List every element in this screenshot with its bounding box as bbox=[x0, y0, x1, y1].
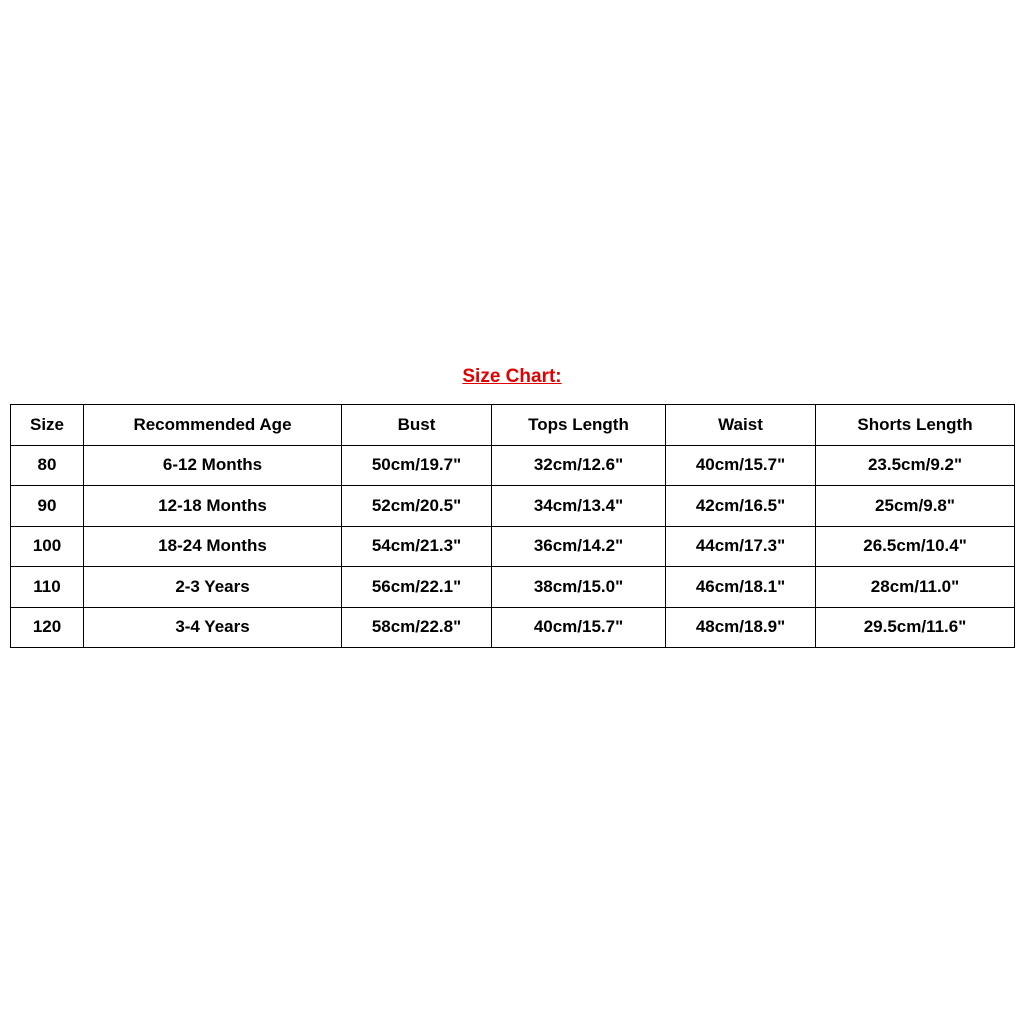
tops-length-cell: 32cm/12.6" bbox=[492, 445, 666, 486]
table-row bbox=[11, 526, 1015, 567]
tops-length-cell: 34cm/13.4" bbox=[492, 486, 666, 527]
shorts-length-cell: 29.5cm/11.6" bbox=[816, 607, 1015, 648]
age-cell: 18-24 Months bbox=[84, 526, 342, 567]
bust-cell: 56cm/22.1" bbox=[342, 567, 492, 608]
table-row bbox=[11, 445, 1015, 486]
page-title: Size Chart: bbox=[462, 366, 562, 387]
tops-length-cell: 38cm/15.0" bbox=[492, 567, 666, 608]
bust-cell: 54cm/21.3" bbox=[342, 526, 492, 567]
waist-cell: 48cm/18.9" bbox=[666, 607, 816, 648]
size-cell: 120 bbox=[11, 607, 84, 648]
age-cell: 3-4 Years bbox=[84, 607, 342, 648]
column-header-size: Size bbox=[11, 405, 84, 446]
table-row bbox=[11, 607, 1015, 648]
table-row bbox=[11, 486, 1015, 527]
waist-cell: 40cm/15.7" bbox=[666, 445, 816, 486]
size-cell: 90 bbox=[11, 486, 84, 527]
column-header-shorts-length: Shorts Length bbox=[816, 405, 1015, 446]
age-cell: 2-3 Years bbox=[84, 567, 342, 608]
size-cell: 110 bbox=[11, 567, 84, 608]
column-header-tops-length: Tops Length bbox=[492, 405, 666, 446]
bust-cell: 50cm/19.7" bbox=[342, 445, 492, 486]
shorts-length-cell: 25cm/9.8" bbox=[816, 486, 1015, 527]
size-table bbox=[10, 404, 1015, 648]
waist-cell: 46cm/18.1" bbox=[666, 567, 816, 608]
bust-cell: 52cm/20.5" bbox=[342, 486, 492, 527]
tops-length-cell: 40cm/15.7" bbox=[492, 607, 666, 648]
column-header-waist: Waist bbox=[666, 405, 816, 446]
waist-cell: 42cm/16.5" bbox=[666, 486, 816, 527]
shorts-length-cell: 26.5cm/10.4" bbox=[816, 526, 1015, 567]
bust-cell: 58cm/22.8" bbox=[342, 607, 492, 648]
age-cell: 12-18 Months bbox=[84, 486, 342, 527]
table-header-row bbox=[11, 405, 1015, 446]
column-header-recommended-age: Recommended Age bbox=[84, 405, 342, 446]
waist-cell: 44cm/17.3" bbox=[666, 526, 816, 567]
age-cell: 6-12 Months bbox=[84, 445, 342, 486]
tops-length-cell: 36cm/14.2" bbox=[492, 526, 666, 567]
column-header-bust: Bust bbox=[342, 405, 492, 446]
size-cell: 100 bbox=[11, 526, 84, 567]
shorts-length-cell: 23.5cm/9.2" bbox=[816, 445, 1015, 486]
table-row bbox=[11, 567, 1015, 608]
size-cell: 80 bbox=[11, 445, 84, 486]
shorts-length-cell: 28cm/11.0" bbox=[816, 567, 1015, 608]
